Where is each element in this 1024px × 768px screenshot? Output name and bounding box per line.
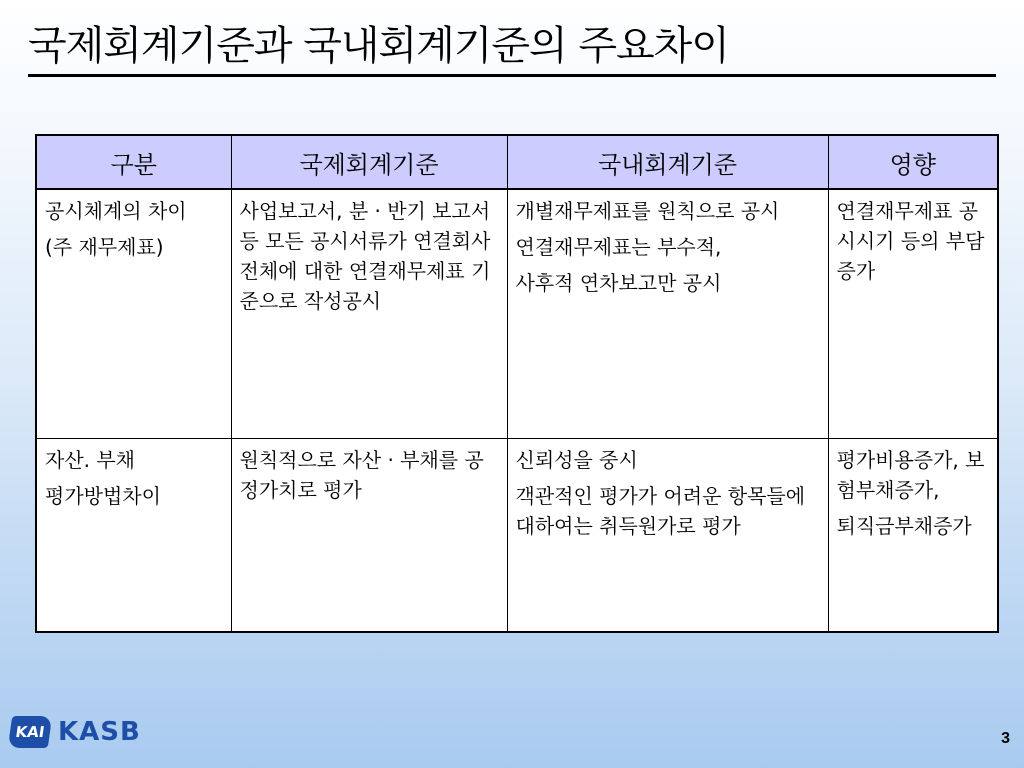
cell-text: 평가방법차이 (45, 484, 161, 508)
header-kgaap: 국내회계기준 (507, 135, 828, 189)
title-underline (28, 74, 996, 77)
cell-category (36, 189, 231, 439)
kasb-logo (10, 716, 141, 748)
cell-kgaap (507, 439, 828, 633)
cell-text: 개별재무제표를 원칙으로 공시 (515, 199, 780, 223)
table-header-row (36, 135, 998, 189)
cell-category (36, 439, 231, 633)
cell-text: 공시체계의 차이 (45, 199, 187, 223)
table-row (36, 439, 998, 633)
cell-text: 객관적인 평가가 어려운 항목들에 대하여는 취득원가로 평가 (515, 484, 806, 538)
cell-text: 연결재무제표 공시시기 등의 부담증가 (836, 199, 985, 283)
cell-text: 신뢰성을 중시 (515, 448, 638, 472)
cell-text: (주 재무제표) (45, 235, 164, 259)
kasb-logo-text: KASB (58, 717, 141, 747)
cell-text: 원칙적으로 자산 · 부채를 공정가치로 평가 (239, 448, 484, 502)
cell-text: 자산. 부채 (45, 448, 135, 472)
header-ifrs: 국제회계기준 (231, 135, 507, 189)
cell-text: 연결재무제표는 부수적, (515, 235, 722, 259)
cell-ifrs (231, 439, 507, 633)
kai-logo-mark: KAI (8, 716, 52, 748)
slide-title: 국제회계기준과 국내회계기준의 주요차이 (28, 23, 729, 69)
header-impact: 영향 (828, 135, 998, 189)
cell-impact (828, 439, 998, 633)
cell-text: 평가비용증가, 보험부채증가, (836, 448, 985, 502)
cell-kgaap (507, 189, 828, 439)
cell-text: 사업보고서, 분 · 반기 보고서 등 모든 공시서류가 연결회사 전체에 대한 연결재무제표 기준으로 작성공시 (239, 199, 491, 313)
cell-ifrs (231, 189, 507, 439)
table-row (36, 189, 998, 439)
cell-text: 사후적 연차보고만 공시 (515, 271, 722, 295)
comparison-table (35, 134, 999, 633)
cell-text: 퇴직금부채증가 (836, 514, 972, 538)
cell-impact (828, 189, 998, 439)
header-category: 구분 (36, 135, 231, 189)
page-number: 3 (1001, 730, 1010, 747)
